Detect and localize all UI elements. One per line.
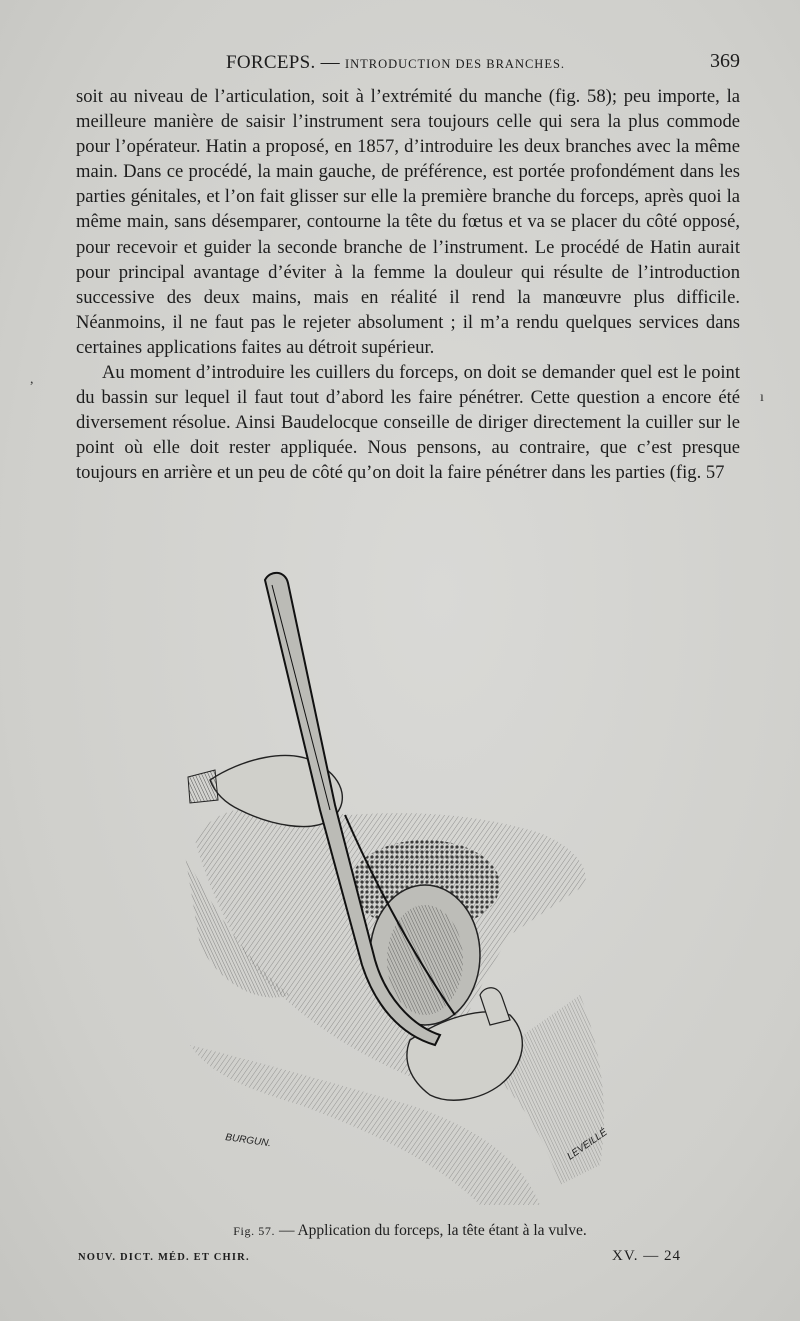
cuff	[188, 770, 218, 803]
footer-signature-left: NOUV. DICT. MÉD. ET CHIR.	[78, 1252, 250, 1263]
figure-57-illustration	[180, 565, 640, 1215]
paragraph-2: Au moment d’introduire les cuillers du forceps, on doit se demander quel est le point du bassin sur lequel il faut tout d’abord les faire pénétrer. Cette question a encore été diversement résolue. Ainsi Baudelocque conseille de diriger directement la cuiller sur le point où elle doit rester appliquée. Nous pensons, au contraire, que c’est presque toujours en arrière et un peu de côté qu’on doit la faire pénétrer dans les parties (fig. 57	[76, 362, 740, 484]
engraver-signature-left: BURGUN.	[224, 1132, 272, 1150]
running-head	[76, 50, 740, 80]
caption-dash: —	[275, 1222, 298, 1239]
figure-caption	[195, 1222, 625, 1240]
body-text	[76, 84, 740, 486]
caption-label: Fig. 57.	[233, 1224, 276, 1238]
running-title	[226, 52, 565, 74]
paragraph-1: soit au niveau de l’articulation, soit à l’extrémité du manche (fig. 58); peu importe, la meilleure manière de saisir l’instrument sera toujours celle qui sera la plus commode pour l’opérateur. Hatin a proposé, en 1857, d’introduire les deux branches avec la même main. Dans ce procédé, la main gauche, de préférence, est portée profondément dans les parties génitales, et l’on fait glisser sur elle la première branche du forceps, après quoi la même main, sans désemparer, contourne la tête du fœtus et va se placer du côté opposé, pour recevoir et guider la seconde branche de l’instrument. Le procédé de Hatin aurait pour principal avantage d’éviter à la femme la douleur qui résulte de l’introduction successive des deux mains, mais en réalité il rend la manœuvre plus difficile. Néanmoins, il ne faut pas le rejeter absolument ; il m’a rendu quelques services dans certaines applications faites au détroit supérieur.	[76, 86, 740, 358]
fetal-head	[387, 905, 463, 1015]
running-title-dash: —	[315, 52, 345, 73]
engraver-signature-right: LEVEILLÉ	[565, 1126, 610, 1163]
running-title-main: FORCEPS.	[226, 52, 316, 73]
margin-mark-left: ,	[30, 372, 34, 387]
margin-mark-right: ı	[760, 390, 764, 405]
footer-signature-right: XV. — 24	[612, 1248, 681, 1264]
running-title-sub: INTRODUCTION DES BRANCHES.	[344, 57, 566, 71]
page-number: 369	[710, 50, 740, 72]
caption-text: Application du forceps, la tête étant à la vulve.	[297, 1222, 587, 1239]
